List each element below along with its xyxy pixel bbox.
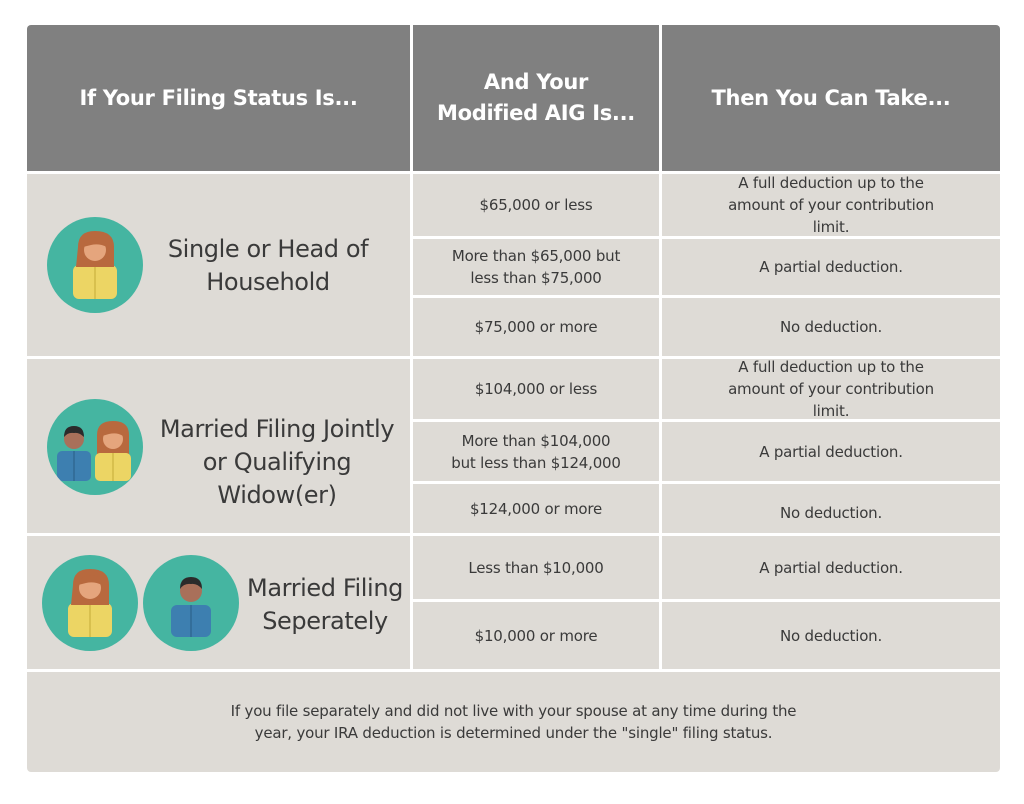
deduction-cell: [662, 536, 1000, 599]
deduction-cell: [662, 602, 1000, 669]
income-text: $65,000 or less: [479, 196, 593, 214]
couple-icon: [47, 399, 143, 495]
footnote: [27, 672, 1000, 772]
income-cell: [413, 602, 659, 669]
header-filing-status: [27, 25, 410, 171]
deduction-text: A partial deduction.: [759, 442, 903, 461]
income-cell: [413, 536, 659, 599]
income-text: $124,000 or more: [469, 499, 603, 518]
woman-icon: [47, 217, 143, 313]
deduction-cell: [662, 484, 1000, 533]
deduction-cell: [662, 298, 1000, 356]
deduction-text: No deduction.: [779, 318, 883, 336]
status-label-married-jointly: Married Filing Jointly or Qualifying Widow(er): [159, 415, 395, 509]
status-cell-married-separately: [27, 536, 410, 669]
deduction-text: A partial deduction.: [759, 258, 903, 276]
income-cell: [413, 484, 659, 533]
header-deduction-label: Then You Can Take...: [711, 85, 951, 110]
income-text: $75,000 or more: [474, 318, 598, 336]
man-icon: [143, 555, 239, 651]
status-cell-single: [27, 174, 410, 356]
deduction-text: A full deduction up to the amount of your contribution limit.: [728, 358, 934, 420]
header-deduction: [662, 25, 1000, 171]
status-label-married-separately: Married Filing Seperately: [247, 574, 403, 635]
woman-icon: [42, 555, 138, 651]
deduction-text: A partial deduction.: [759, 558, 903, 577]
income-text: Less than $10,000: [468, 558, 604, 577]
deduction-text: No deduction.: [779, 626, 883, 645]
income-cell: [413, 298, 659, 356]
deduction-text: No deduction.: [779, 503, 883, 522]
deduction-text: A full deduction up to the amount of your contribution limit.: [728, 174, 934, 236]
income-cell: [413, 174, 659, 236]
income-text: More than $104,000 but less than $124,000: [451, 431, 621, 472]
income-text: $104,000 or less: [474, 380, 598, 398]
header-modified-agi: [413, 25, 659, 171]
deduction-cell: [662, 174, 1000, 236]
footnote-text: If you file separately and did not live with your spouse at any time during the year, your IRA deduction is determined under the "single" filing status.: [230, 702, 797, 742]
deduction-cell: [662, 359, 1000, 419]
income-cell: [413, 239, 659, 295]
header-filing-status-label: If Your Filing Status Is...: [79, 85, 358, 110]
income-cell: [413, 422, 659, 481]
income-text: $10,000 or more: [474, 626, 598, 645]
deduction-cell: [662, 239, 1000, 295]
header-modified-agi-label: And Your Modified AIG Is...: [437, 70, 635, 125]
status-cell-married-jointly: [27, 359, 410, 533]
income-text: More than $65,000 but less than $75,000: [451, 247, 621, 287]
status-label-single: Single or Head of Household: [167, 235, 369, 296]
deduction-cell: [662, 422, 1000, 481]
income-cell: [413, 359, 659, 419]
